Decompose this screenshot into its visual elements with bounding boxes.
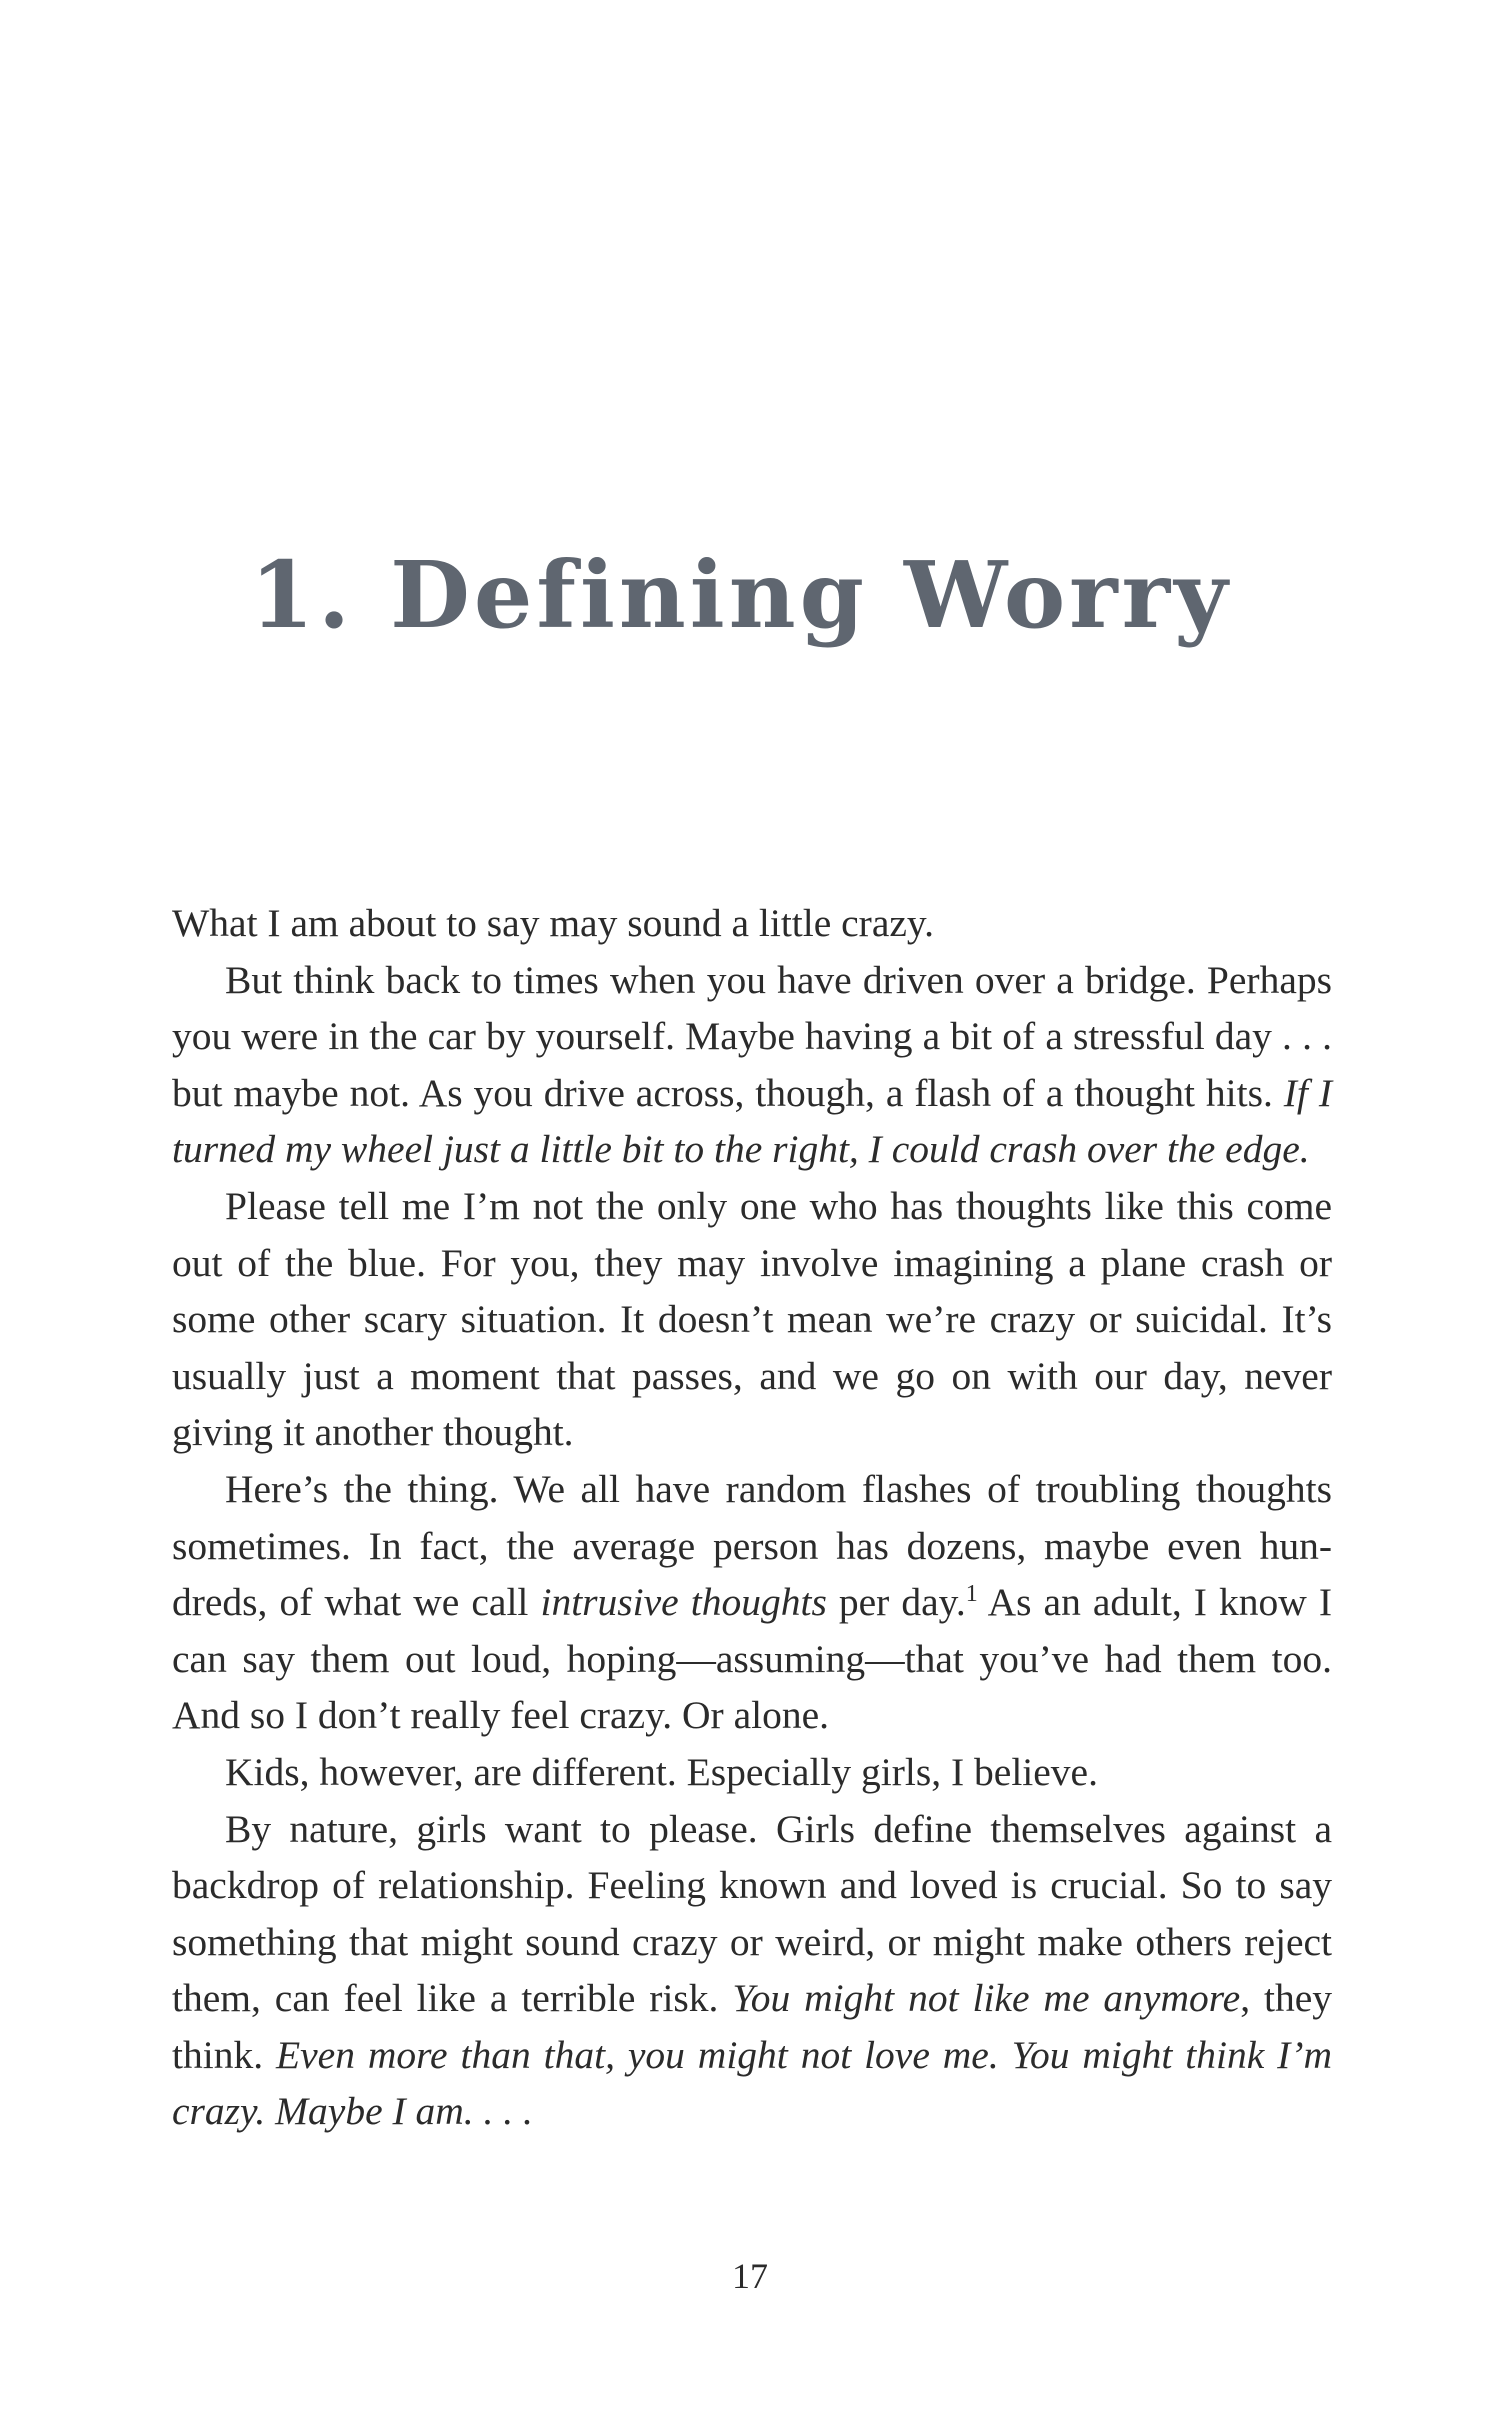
paragraph-6-italic-quote-2: Even more than that, you might not love me. You might think I’m crazy. Maybe I am. . . .: [172, 2032, 1332, 2134]
footnote-reference: 1: [965, 1580, 978, 1607]
paragraph-2-italic-text: If I turned my wheel just a little bit to the right, I could crash over the edge.: [172, 1070, 1332, 1172]
paragraph-6-italic-quote-1: You might not like me anymore: [732, 1976, 1241, 2021]
paragraph-5: [172, 1744, 1332, 1801]
paragraph-2-text: But think back to times when you have driven over a bridge. Perhaps you were in the car by yourself. Maybe having a bit of a stressful day . . . but maybe not. As you drive across, though, a flash of a thought hits.: [172, 957, 1332, 1115]
paragraph-4-text-middle: per day.: [826, 1580, 966, 1625]
paragraph-4-text-end: As an adult, I know I can say them out loud, hoping—assuming—that you’ve had them too. And so I don’t really feel crazy. Or alone.: [172, 1580, 1332, 1738]
paragraph-6-text-middle: , they think.: [172, 1976, 1333, 2077]
paragraph-4: [172, 1461, 1332, 1744]
paragraph-4-text-start: Here’s the thing. We all have random flashes of troubling thoughts sometimes. In fact, the average person has dozens, maybe even hundreds, of what we call: [172, 1466, 1332, 1625]
page-number: 17: [732, 2256, 768, 2296]
paragraph-5-text: Kids, however, are different. Especially girls, I believe.: [225, 1749, 1098, 1794]
paragraph-3-text: Please tell me I’m not the only one who has thoughts like this come out of the blue. For you, they may involve imagining a plane crash or some other scary situation. It doesn’t mean we’re crazy or suicidal. It’s usually just a moment that passes, and we go on with our day, never giving it another thought.: [172, 1183, 1332, 1455]
chapter-title: 1. Defining Worry: [250, 541, 1232, 649]
paragraph-6: [172, 1801, 1332, 2141]
paragraph-1: [172, 895, 1332, 952]
paragraph-6-text-start: By nature, girls want to please. Girls define themselves against a backdrop of relationship. Feeling known and loved is crucial. So to say something that might sound crazy or weird, or might make others reject them, can feel like a terrible risk.: [172, 1806, 1332, 2021]
body-text: [172, 895, 1332, 2140]
paragraph-1-text: What I am about to say may sound a little crazy.: [172, 901, 934, 945]
paragraph-4-italic-term: intrusive thoughts: [540, 1580, 827, 1625]
paragraph-3: [172, 1178, 1332, 1461]
paragraph-2: [172, 952, 1332, 1178]
